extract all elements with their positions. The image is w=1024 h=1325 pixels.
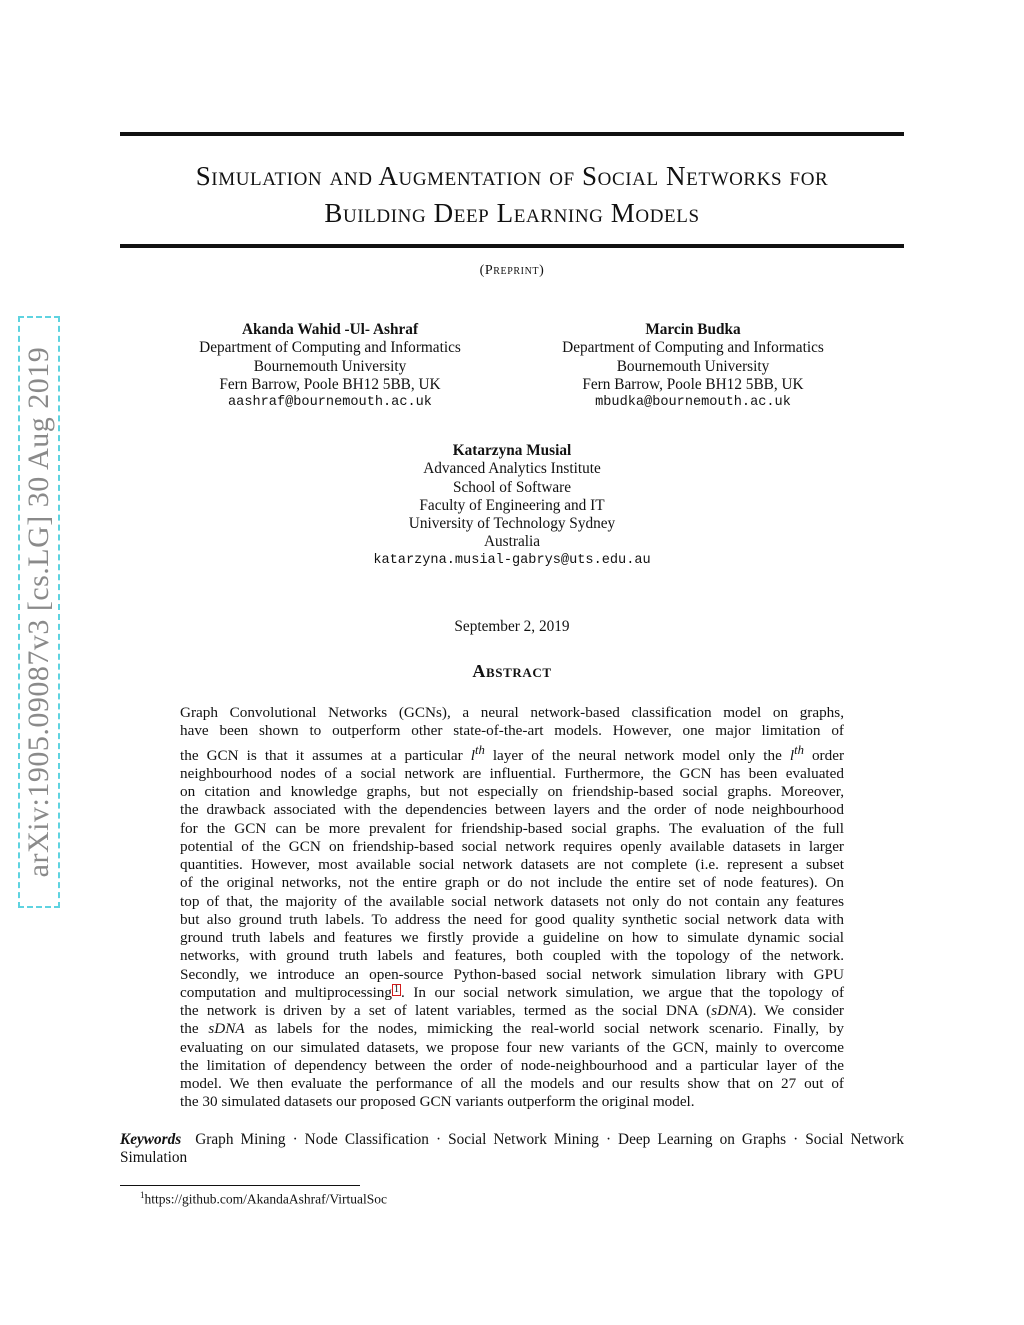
footnote-url[interactable]: https://github.com/AkandaAshraf/VirtualSoc [144,1191,388,1207]
abstract-line: the network is driven by a set of latent variables, termed as the social DNA (sDNA). We consider [180,1002,844,1020]
author-country: Australia [483,533,541,551]
title-rule-bottom [120,244,904,248]
author-block-3 [312,442,712,570]
author-block-1 [170,321,490,412]
author-affiliation: Department of Computing and Informatics [199,339,461,357]
footnote-link[interactable]: 1 [393,983,399,995]
keywords-line: Keywords Graph Mining · Node Classification · Social Network Mining · Deep Learning on Graphs · Social Network [120,1131,904,1148]
author-affiliation: University of Technology Sydney [408,515,616,533]
abstract-line: for the GCN can be more prevalent for friendship-based social graphs. The evaluation of the full [180,819,844,837]
keywords-line: Simulation [120,1149,188,1167]
abstract-line: top of that, the majority of the available social network datasets not only do not contain any features [180,892,844,910]
author-name: Marcin Budka [645,321,741,338]
author-name: Katarzyna Musial [452,442,572,459]
footnote-rule [120,1185,360,1186]
preprint-label: (Preprint) [479,263,545,278]
keywords-label: Keywords [120,1131,182,1148]
abstract-line: but also ground truth labels. To address the need for good quality synthetic social network data with [180,910,844,928]
abstract-line: Graph Convolutional Networks (GCNs), a neural network-based classification model on graphs, [180,704,844,721]
abstract-line: the 30 simulated datasets our proposed GCN variants outperform the original model. [180,1093,695,1111]
author-email[interactable]: mbudka@bournemouth.ac.uk [595,395,791,411]
abstract-line: the sDNA as labels for the nodes, mimicking the real-world social network scenario. Finally, by [180,1020,844,1038]
abstract-line: Secondly, we introduce an open-source Python-based social network simulation library with GPU [180,965,844,983]
abstract-line: quantities. However, most available social network datasets are not complete (i.e. represent a subset [180,856,844,874]
author-address: Fern Barrow, Poole BH12 5BB, UK [582,375,804,393]
footnote [140,1190,387,1208]
title-line-2: Building Deep Learning Models [324,198,700,228]
abstract-line: of the original networks, not the entire graph or do not include the entire set of node features). On [180,874,844,892]
abstract-line: the drawback associated with the dependencies between layers and the order of node neighbourhood [180,801,844,819]
author-email[interactable]: katarzyna.musial-gabrys@uts.edu.au [373,552,651,568]
abstract-line: the GCN is that it assumes at a particular $l^{th}$ layer of the neural network model only the $l^{th}$ order [180,742,845,764]
abstract-line: networks, with ground truth labels and features, both coupled with the topology of the network. [180,947,844,965]
abstract-line: evaluating on our simulated datasets, we propose four new variants of the GCN, mainly to overcome [180,1038,844,1056]
author-affiliation: Department of Computing and Informatics [562,339,824,357]
abstract-line: potential of the GCN on friendship-based social network requires openly available datasets in larger [180,837,844,855]
abstract-line: neighbourhood nodes of a social network are influential. Furthermore, the GCN has been evaluated [180,764,844,782]
abstract-heading: Abstract [472,661,552,681]
title-line-1: Simulation and Augmentation of Social Networks for [195,161,829,191]
abstract-line: have been shown to outperform other state-of-the-art models. However, one major limitation of [180,722,844,740]
abstract-body [180,704,844,1112]
author-name: Akanda Wahid -Ul- Ashraf [241,321,419,338]
title-rule-top [120,132,904,136]
footnote-mark: 1 [140,1190,145,1200]
author-address: Fern Barrow, Poole BH12 5BB, UK [219,375,441,393]
author-block-2 [533,321,853,412]
abstract-line: model. We then evaluate the performance of all the models and our results show that on 27 out of [180,1075,844,1093]
keywords [120,1131,904,1168]
abstract-line: ground truth labels and features we firstly provide a guideline on how to simulate dynamic social [180,929,844,947]
abstract-line: computation and multiprocessing 1 . In our social network simulation, we argue that the topology of [180,983,845,1001]
author-affiliation: Bournemouth University [253,357,407,375]
author-affiliation: Faculty of Engineering and IT [419,496,605,514]
paper-date: September 2, 2019 [454,618,570,635]
author-affiliation: Bournemouth University [616,357,770,375]
author-email[interactable]: aashraf@bournemouth.ac.uk [228,395,432,411]
abstract-line: on citation and knowledge graphs, but not especially on friendship-based social graphs. Moreover, [180,783,844,801]
arxiv-stamp[interactable]: arXiv:1905.09087v3 [cs.LG] 30 Aug 2019 [22,346,55,878]
abstract-line: the limitation of dependency between the order of node-neighbourhood and a particular layer of the [180,1056,844,1074]
author-affiliation: Advanced Analytics Institute [423,460,601,478]
author-affiliation: School of Software [452,478,572,496]
paper-title [120,158,904,232]
